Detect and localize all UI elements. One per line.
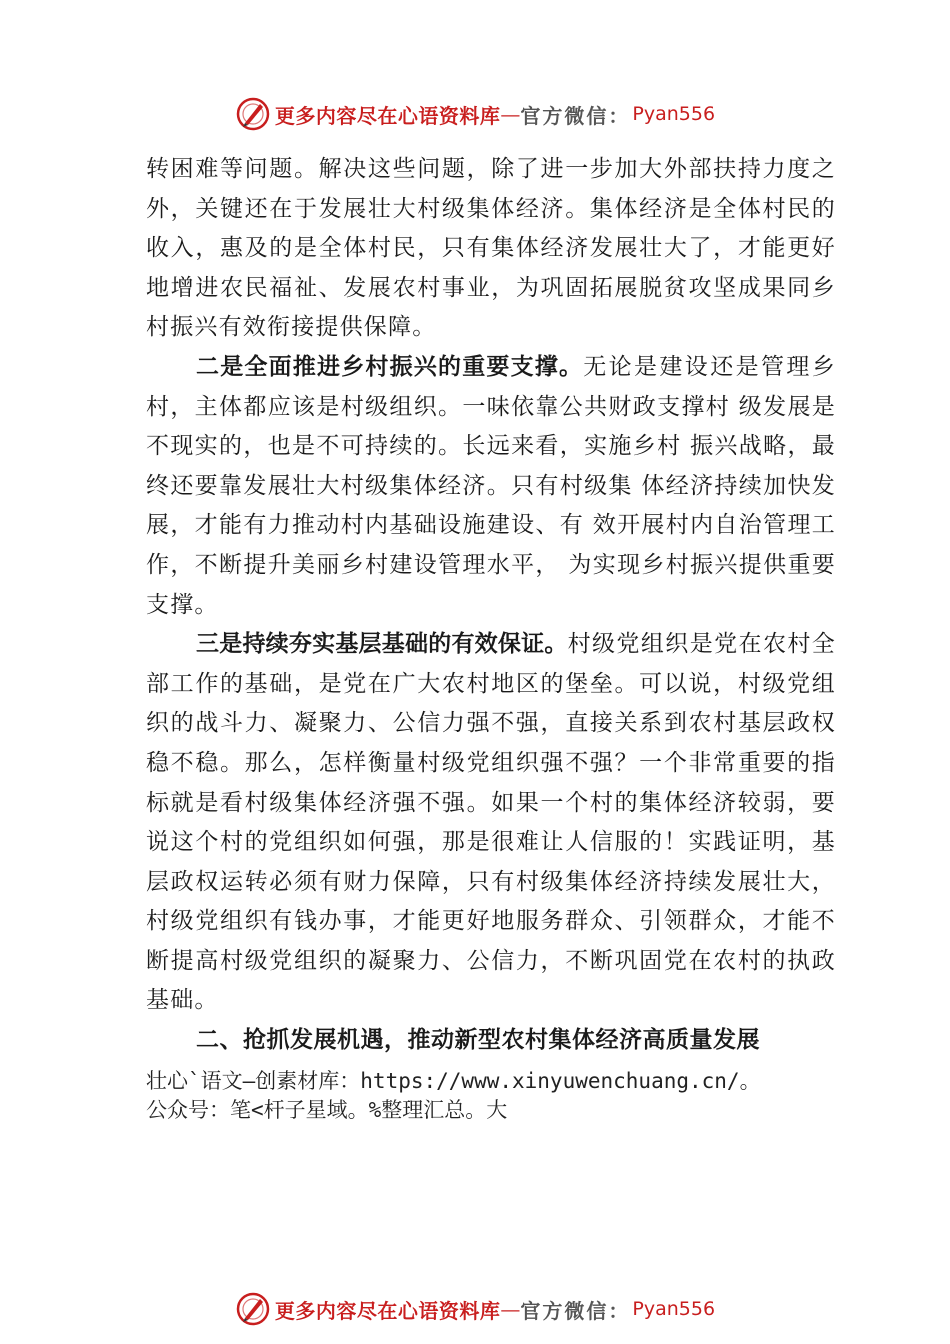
paragraph-3 bbox=[146, 625, 836, 1021]
footer-brand-text: 更多内容尽在心语资料库 bbox=[274, 1298, 501, 1323]
paragraph-3-lead: 三是持续夯实基层基础的有效保证。 bbox=[196, 631, 568, 658]
banner-official-label: 官方微信： bbox=[520, 103, 631, 128]
footer-banner bbox=[0, 1289, 950, 1329]
banner-wechat-id: Pyan556 bbox=[632, 103, 716, 125]
footer-official-label: 官方微信： bbox=[520, 1298, 631, 1323]
paragraph-2 bbox=[146, 348, 836, 625]
paragraph-2-lead: 二是全面推进乡村振兴的重要支撑。 bbox=[196, 353, 584, 380]
paragraph-3-text: 村级党组织是党在农村全部工作的基础，是党在广大农村地区的堡垒。可以说，村级党组织的战斗力、凝聚力、公信力强不强，直接关系到农村基层政权稳不稳。那么，怎样衡量村级党组织强不强？一个非常重要的指标就是看村级集体经济强不强。如果一个村的集体经济较弱，要说这个村的党组织如何强，那是很难让人信服的！实践证明，基层政权运转必须有财力保障，只有村级集体经济持续发展壮大，村级党组织有钱办事，才能更好地服务群众、引领群众，才能不断提高村级党组织的凝聚力、公信力，不断巩固党在农村的执政基础。 bbox=[146, 631, 837, 1014]
document-body bbox=[146, 150, 836, 1125]
paragraph-2-text: 无论是建设还是管理乡村，主体都应该是村级组织。一味依靠公共财政支撑村 级发展是不现实的，也是不可持续的。长远来看，实施乡村 振兴战略，最终还要靠发展壮大村级集体经济。只有村级集 体经济持续加快发展，才能有力推动村内基础设施建设、有 效开展村内自治管理工作，不断提升美丽乡村建设管理水平， 为实现乡村振兴提供重要支撑。 bbox=[146, 353, 837, 618]
footer-wechat-id: Pyan556 bbox=[632, 1298, 716, 1320]
source-note bbox=[146, 1067, 836, 1125]
source-note-line-2: 公众号：笔<杆子星域。%整理汇总。大 bbox=[146, 1097, 508, 1122]
banner-separator: — bbox=[500, 102, 521, 126]
footer-separator: — bbox=[500, 1297, 521, 1321]
brand-logo-icon bbox=[235, 96, 271, 132]
source-note-line-1: 壮心`语文—创素材库：https://www.xinyuwenchuang.cn/。 bbox=[146, 1068, 761, 1093]
banner-brand-text: 更多内容尽在心语资料库 bbox=[274, 103, 501, 128]
header-banner bbox=[0, 94, 950, 134]
brand-logo-icon bbox=[235, 1291, 271, 1327]
section-heading: 二、抢抓发展机遇，推动新型农村集体经济高质量发展 bbox=[196, 1027, 760, 1054]
paragraph-1: 转困难等问题。解决这些问题，除了进一步加大外部扶持力度之外，关键还在于发展壮大村级集体经济。集体经济是全体村民的收入，惠及的是全体村民，只有集体经济发展壮大了，才能更好地增进农民福祉、发展农村事业，为巩固拓展脱贫攻坚成果同乡村振兴有效衔接提供保障。 bbox=[146, 156, 836, 341]
